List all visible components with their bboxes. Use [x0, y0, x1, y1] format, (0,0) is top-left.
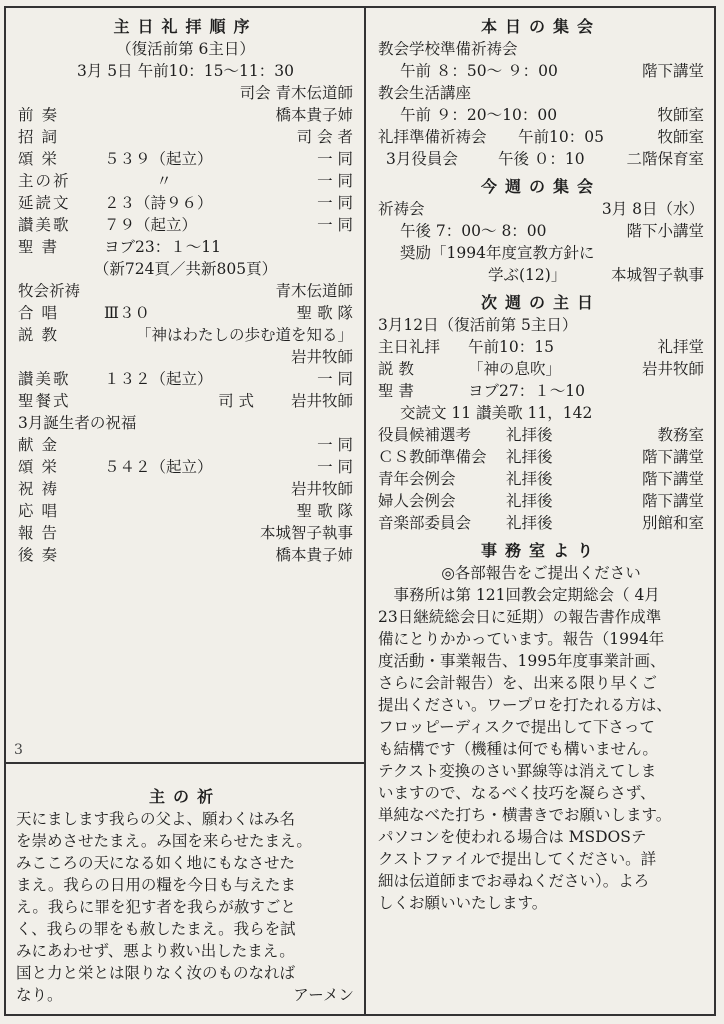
office-line: 事務所は第 121回教会定期総会（ 4月 — [378, 586, 660, 604]
prayer-line: 天にまします我らの父よ、願わくはみ名 — [16, 810, 296, 828]
next-meeting: 青年会例会 礼拝後 階下講堂 — [378, 470, 704, 488]
week-event-row: 祈祷会 3月 8日（水） — [378, 200, 704, 218]
page-number: 3 — [14, 742, 23, 758]
service-title: 主日礼拝順序 — [113, 17, 258, 36]
office-line: テクスト変換のさい罫線等は消えてしま — [378, 762, 657, 780]
order-item: 延読文 ２３（詩９６） 一 同 — [18, 194, 353, 212]
next-meeting: 婦人会例会 礼拝後 階下講堂 — [378, 492, 704, 510]
next-title: 次週の主日 — [480, 293, 601, 312]
office-line: フロッピーディスクで提出して下さって — [378, 718, 655, 736]
office-line: いますので、なるべく技巧を凝らさず、 — [378, 784, 656, 802]
order-item: 祝祷 岩井牧師 — [18, 480, 353, 498]
prayer-line: みにあわせず、悪より救い出したまえ。 — [16, 942, 295, 960]
next-meeting: 音楽部委員会 礼拝後 別館和室 — [378, 514, 704, 532]
today-event-detail: 午前 ８：50〜 ９：00 階下講堂 — [400, 62, 704, 80]
office-line: パソコンを使われる場合は MSDOSテ — [378, 828, 647, 846]
office-line: 度活動・事業報告、1995年度事業計画、 — [378, 652, 666, 670]
prayer-line: まえ。我らの日用の糧を今日も与えたま — [16, 876, 296, 894]
office-title: 事務室より — [480, 541, 601, 560]
next-worship: 主日礼拝 午前10：15 礼拝堂 — [378, 338, 704, 356]
sermon-person: 岩井牧師 — [290, 348, 353, 366]
service-subtitle: （復活前第 6主日） — [116, 40, 255, 58]
today-event-row: 3月役員会 午後 ０：10 二階保育室 — [386, 150, 704, 168]
prayer-line: 国と力と栄とは限りなく汝のものなれば — [16, 964, 296, 982]
order-item: 応唱 聖 歌 隊 — [18, 502, 353, 520]
next-reading: 交読文 11 讃美歌 11，142 — [400, 404, 593, 422]
office-line: 単純なべた打ち・横書きでお願いします。 — [378, 806, 672, 824]
office-line: 細は伝道師までお尋ねください）。よろ — [378, 872, 650, 890]
today-event-detail: 午前 ９：20〜10：00 牧師室 — [400, 106, 704, 124]
week-note-row: 学ぶ(12)」 本城智子執事 — [488, 266, 704, 284]
service-datetime: 3月 5日 午前10：15〜11：30 — [77, 62, 294, 80]
office-line: も結構です（機種は何でも構いません。 — [378, 740, 658, 758]
amen: アーメン — [293, 986, 354, 1004]
next-meeting: ＣＳ教師準備会 礼拝後 階下講堂 — [378, 448, 704, 466]
week-note: 奨励「1994年度宣教方針に — [400, 244, 595, 262]
prayer-line: く、我らの罪をも赦したまえ。我らを試 — [16, 920, 296, 938]
order-item: 頌栄 ５３９（起立） 一 同 — [18, 150, 353, 168]
sermon-row: 説教 「神はわたしの歩む道を知る」 — [18, 326, 353, 344]
next-sermon: 説 教 「神の息吹」 岩井牧師 — [378, 360, 704, 378]
announcements — [378, 16, 704, 914]
prayer-line: を崇めさせたまえ。み国を来らせたまえ。 — [16, 832, 312, 850]
column-divider — [364, 6, 366, 1016]
office-line: しくお願いいたします。 — [378, 894, 548, 912]
order-item: 前奏 橋本貴子姉 — [18, 106, 353, 124]
office-line: 備にとりかかっています。報告（1994年 — [378, 630, 665, 648]
order-item: 招詞 司 会 者 — [18, 128, 353, 146]
next-bible: 聖 書 ヨブ27：１〜10 — [378, 382, 585, 400]
birthday-blessing: 3月誕生者の祝福 — [18, 414, 137, 432]
order-item: 後奏 橋本貴子姉 — [18, 546, 353, 564]
prayer-title: 主の祈 — [148, 787, 221, 806]
today-event-row: 礼拝準備祈祷会 午前10：05 牧師室 — [378, 128, 704, 146]
order-item: 献金 一 同 — [18, 436, 353, 454]
lords-prayer — [16, 786, 354, 1006]
office-subtitle: ◎各部報告をご提出ください — [441, 564, 641, 582]
bible-pages: （新724頁／共新805頁） — [93, 260, 278, 278]
order-item: 牧会祈祷 青木伝道師 — [18, 282, 353, 300]
order-item: 聖書 ヨブ23：１〜11 — [18, 238, 221, 256]
prayer-line: え。我らに罪を犯す者を我らが赦すごと — [16, 898, 296, 916]
week-event-detail: 午後 7：00〜 8：00 階下小講堂 — [400, 222, 704, 240]
prayer-last-line: なり。 アーメン — [16, 986, 354, 1004]
order-item: 聖餐式 司 式 岩井牧師 — [18, 392, 353, 410]
order-item: 報告 本城智子執事 — [18, 524, 353, 542]
today-event-name: 教会学校準備祈祷会 — [378, 40, 518, 58]
order-item: 讃美歌 １３２（起立） 一 同 — [18, 370, 353, 388]
order-item: 讃美歌 ７９（起立） 一 同 — [18, 216, 353, 234]
order-item: 頌栄 ５４２（起立） 一 同 — [18, 458, 353, 476]
order-item: 合唱 Ⅲ３０ 聖 歌 隊 — [18, 304, 353, 322]
office-line: 23日継続総会日に延期）の報告書作成準 — [378, 608, 662, 626]
prayer-line: みこころの天になる如く地にもなさせた — [16, 854, 296, 872]
next-meeting: 役員候補選考 礼拝後 教務室 — [378, 426, 704, 444]
order-item: 主の祈 〃 一 同 — [18, 172, 353, 190]
order-of-worship — [18, 16, 353, 566]
office-line: 提出ください。ワープロを打たれる方は、 — [378, 696, 672, 714]
today-event-name: 教会生活講座 — [378, 84, 472, 102]
office-line: さらに会計報告）を、出来る限り早くご — [378, 674, 658, 692]
next-date: 3月12日（復活前第 5主日） — [378, 316, 578, 334]
today-title: 本日の集会 — [480, 17, 601, 36]
section-divider — [4, 762, 366, 764]
office-line: クストファイルで提出してください。詳 — [378, 850, 657, 868]
week-title: 今週の集会 — [480, 177, 601, 196]
service-presider: 司会 青木伝道師 — [239, 84, 353, 102]
